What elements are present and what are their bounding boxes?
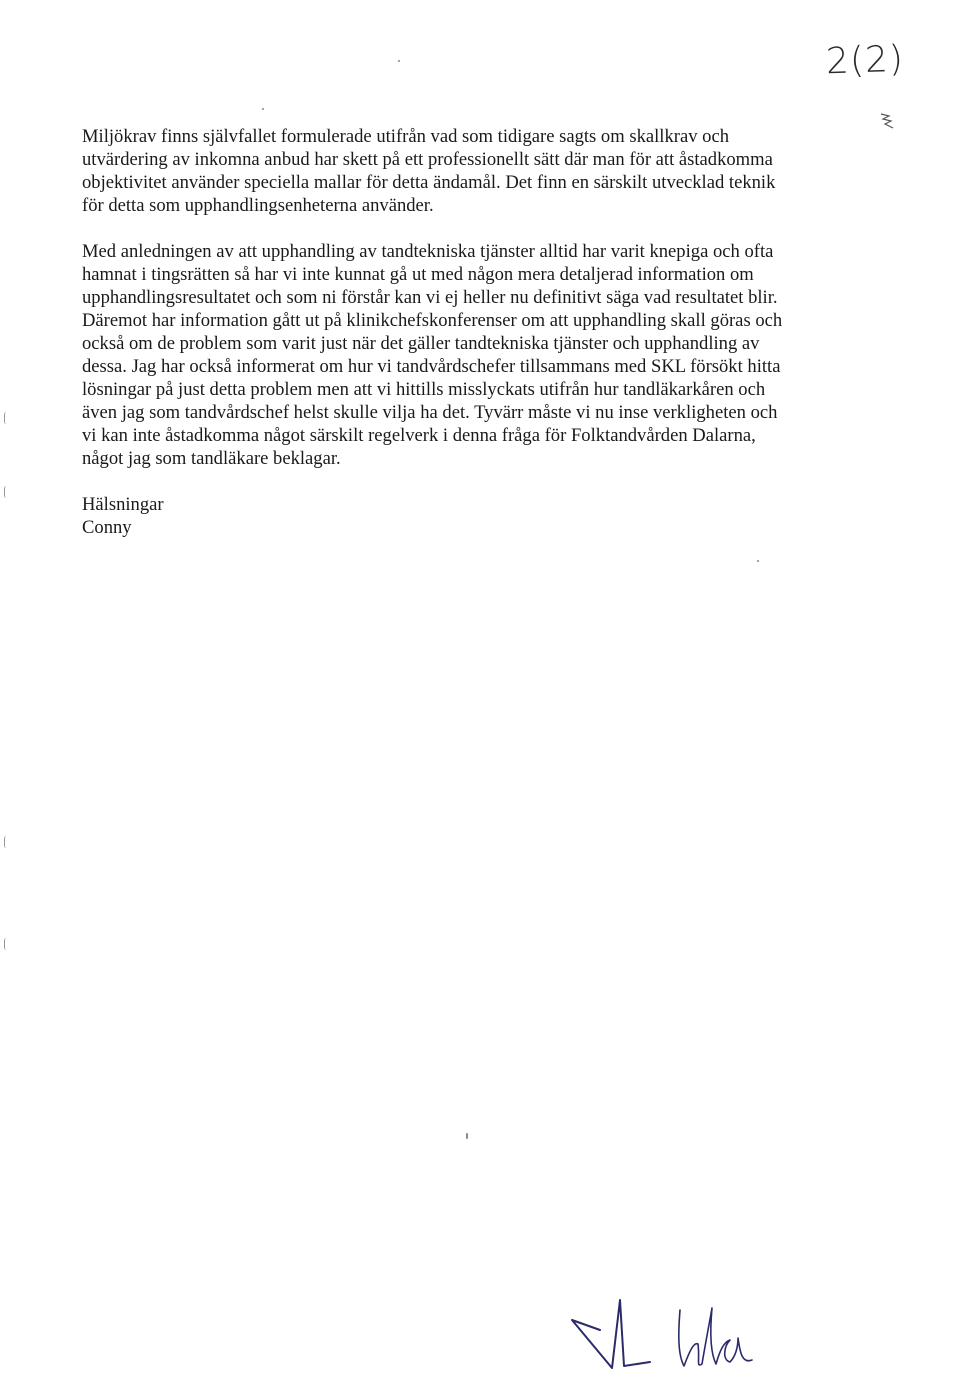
- scan-speck: [757, 560, 759, 562]
- handwritten-signature: [560, 1280, 800, 1380]
- scan-margin-mark: [4, 836, 9, 848]
- closing-block: [82, 493, 164, 539]
- scan-margin-mark: [4, 412, 9, 424]
- scan-speck: [466, 1133, 468, 1139]
- paragraph-procurement-information: Med anledningen av att upphandling av tandtekniska tjänster alltid har varit knepiga och ofta hamnat i tingsrätten så har vi inte kunnat gå ut med någon mera detaljerad information om upphandlingsresultatet och som ni förstår kan vi ej heller nu definitivt säga vad resultatet blir. Däremot har information gått ut på klinikchefskonferenser om att upphandling skall göras och också om de problem som varit just när det gäller tandtekniska tjänster och upphandling av dessa. Jag har också informerat om hur vi tandvårdschefer tillsammans med SKL försökt hitta lösningar på just detta problem men att vi hittills misslyckats utifrån hur tandläkarkåren och även jag som tandvårdschef helst skulle vilja ha det. Tyvärr måste vi nu inse verkligheten och vi kan inte åstadkomma något särskilt regelverk i denna fråga för Folktandvården Dalarna, något jag som tandläkare beklagar.: [82, 241, 783, 469]
- paragraph-environment-requirements: Miljökrav finns självfallet formulerade utifrån vad som tidigare sagts om skallkrav och utvärdering av inkomna anbud har skett på ett professionellt sätt där man för att åstadkomma objektivitet använder speciella mallar för detta ändamål. Det finn en särskilt utvecklad teknik för detta som upphandlingsenheterna använder.: [82, 126, 776, 216]
- scan-speck: [262, 108, 264, 110]
- scan-speck: [398, 60, 400, 62]
- scan-margin-mark: [4, 938, 9, 950]
- page-number: 2(2): [825, 38, 905, 83]
- scan-margin-mark: [4, 486, 9, 498]
- closing-greeting: Hälsningar: [82, 494, 164, 515]
- scribble-mark: [877, 110, 899, 132]
- closing-name: Conny: [82, 517, 132, 538]
